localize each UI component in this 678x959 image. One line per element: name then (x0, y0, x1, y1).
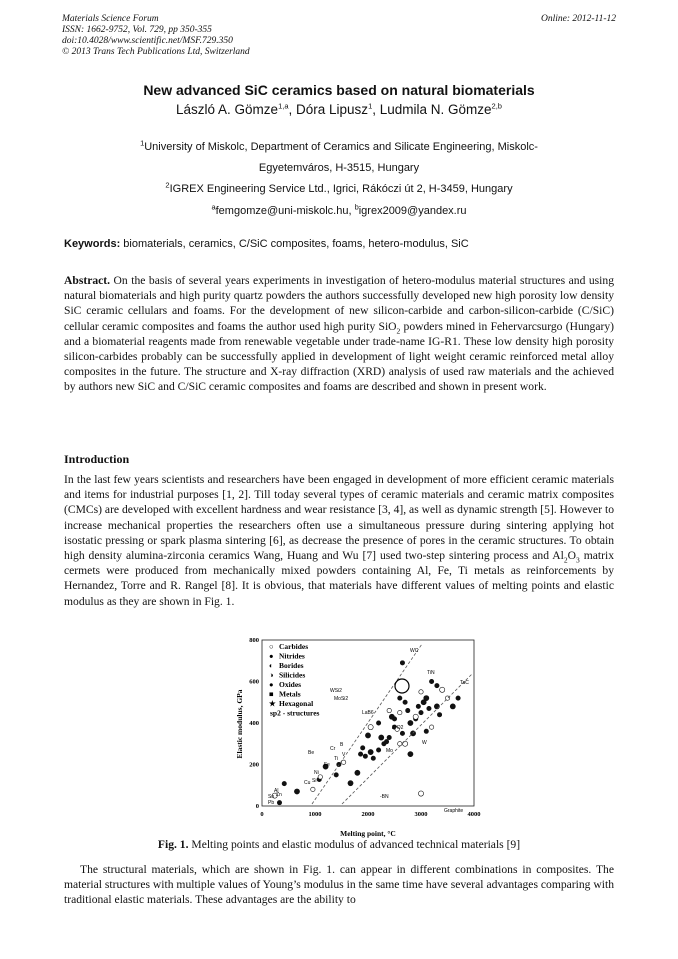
data-point (435, 683, 439, 687)
point-annotation: Graphite (444, 808, 464, 814)
legend-entry: Borides (279, 661, 304, 670)
data-point (277, 800, 281, 804)
aff-text: IGREX Engineering Service Ltd., Igrici, Rákóczi út 2, H-3459, Hungary (169, 183, 513, 195)
data-point (403, 700, 407, 704)
affiliation-1 (0, 138, 678, 153)
data-point (365, 733, 370, 738)
email-b[interactable]: igrex2009@yandex.ru (358, 205, 467, 217)
x-tick-label: 2000 (361, 811, 375, 818)
abstract-text: On the basis of several years experiments in investigation of hetero-modulus material structures and using natural biomaterials and high purity quartz powders the authors successfully developed new high porosity low density SiC ceramic cellulars and foams. For the development of new silicon-carbide and carbon-silicon-carbide (C/SiC) cellular ceramic composites and foams the author used high purity SiO (64, 274, 614, 333)
data-point (361, 746, 365, 750)
point-annotation: MoSi2 (334, 696, 349, 702)
legend-entry: Silicides (279, 670, 306, 680)
subscript: 2 (396, 325, 401, 335)
data-point (392, 717, 396, 721)
legend-entry: Metals (279, 689, 301, 699)
author-name: Dóra Lipusz (296, 102, 369, 117)
legend-entry: Hexagonal (279, 699, 314, 708)
email-sup: a (211, 202, 216, 212)
y-tick-label: 400 (249, 720, 259, 727)
legend-marker: ★ (269, 699, 276, 708)
data-point (387, 735, 391, 739)
legend-entry: Oxides (279, 680, 302, 689)
intro-text: O (567, 549, 577, 563)
body-paragraph: The structural materials, which are shown in Fig. 1. can appear in different combinations in composites. The material structures with multiple values of Young’s modulus in the same time have several advantages comparing with traditional elastic materials. These advantages are the ability to (64, 863, 614, 907)
aff-sup: 1 (140, 138, 145, 148)
data-point (282, 781, 286, 785)
y-tick-label: 0 (255, 803, 259, 810)
legend-entry: sp2 - structures (270, 708, 320, 718)
point-annotation: Al (274, 788, 279, 794)
data-point (416, 704, 420, 708)
data-point (376, 721, 380, 725)
data-point (421, 700, 426, 705)
data-point (376, 748, 380, 752)
point-annotation: ZrO2 (392, 725, 404, 731)
legend-marker: ■ (269, 689, 274, 699)
introduction-paragraph (64, 472, 614, 609)
legend-marker: ● (269, 651, 274, 661)
author-list: László A. Gömze$^{1,a}$, Dóra Lipusz$^1$, Ludmila N. Gömze$^{2,b}$ (176, 101, 502, 117)
x-tick-label: 0 (260, 811, 264, 818)
data-point (419, 710, 423, 714)
y-tick-label: 800 (249, 637, 259, 644)
data-point (363, 754, 367, 758)
point-annotation: TiN (427, 670, 435, 676)
abstract (64, 273, 614, 395)
caption-text: Melting points and elastic modulus of advanced technical materials [9] (188, 838, 521, 851)
email-a[interactable]: femgomze@uni-miskolc.hu, (215, 205, 355, 217)
data-point (437, 713, 441, 717)
issn: ISSN: 1662-9752, Vol. 729, pp 350-355 (62, 25, 212, 35)
data-point (406, 708, 410, 712)
data-point (371, 756, 375, 760)
data-point (384, 739, 388, 743)
author-sup: 1 (368, 101, 373, 111)
online-date: Online: 2012-11-12 (540, 14, 616, 24)
keywords-label: Keywords: (64, 238, 121, 250)
keywords (64, 238, 469, 250)
point-annotation: Sn (268, 794, 275, 800)
point-annotation: Zn (276, 792, 282, 798)
affiliation-2 (0, 180, 678, 195)
data-point (334, 773, 338, 777)
introduction-heading: Introduction (64, 452, 130, 466)
legend-marker: ○ (269, 642, 274, 651)
email-line (0, 202, 678, 217)
data-point (294, 789, 299, 794)
caption-label: Fig. 1. (157, 838, 189, 851)
data-point (419, 690, 423, 694)
legend-marker: ◑ (269, 670, 274, 680)
data-point (413, 714, 418, 719)
data-point (379, 735, 384, 740)
legend-entry: Nitrides (279, 651, 305, 661)
paper-title: New advanced SiC ceramics based on natural biomaterials (143, 82, 535, 98)
point-annotation: W (422, 740, 427, 746)
email-sup: b (354, 202, 359, 212)
author-sup: 2,b (491, 101, 502, 111)
data-point (387, 708, 391, 712)
legend-marker: ◐ (269, 661, 274, 670)
aff-sup: 2 (165, 180, 170, 190)
data-point (408, 752, 413, 757)
data-point (368, 749, 373, 754)
x-axis-label: Melting point, °C (340, 829, 396, 838)
copyright: © 2013 Trans Tech Publications Ltd, Switzerland (62, 47, 250, 57)
data-point (427, 706, 431, 710)
subscript: 3 (576, 555, 580, 565)
doi[interactable]: doi:10.4028/www.scientific.net/MSF.729.350 (62, 36, 233, 46)
data-point (400, 661, 404, 665)
data-point (418, 791, 423, 796)
data-point (429, 725, 433, 729)
data-point (398, 696, 402, 700)
x-tick-label: 4000 (467, 811, 481, 818)
point-annotation: WSi2 (330, 688, 342, 694)
point-annotation: V (342, 752, 346, 758)
point-annotation: Ni (314, 770, 319, 776)
abstract-text: powders mined in Fehervarcsurgo (Hungary) and a biomaterial reagents made from renewable vegetable under trade-name IG-R1. These low density high porosity silicon-carbides probably can be successfully applied in development of light weight ceramic reinforced metal alloy composites in the future. The structure and X-ray diffraction (XRD) analysis of used raw materials and the achieved by authors new SiC and C/SiC ceramic composites and foams are described and shown in present work. (64, 319, 615, 394)
legend-marker: ● (269, 680, 274, 689)
y-tick-label: 600 (249, 678, 259, 686)
point-annotation: Cr (330, 746, 336, 752)
point-annotation: Be (308, 750, 315, 756)
point-annotation: Mo (386, 748, 393, 754)
point-annotation: WC (410, 648, 419, 654)
data-point (450, 704, 455, 709)
intro-text: In the last few years scientists and researchers have been engaged in development of more efficient ceramic materials and items for industrial purposes [1, 2]. Till today several types of ceramic materials and ceramic matrix composites (CMCs) are developed with excellent hardness and wear resistance [3, 4], as well as dynamic strength [5]. However to increase mechanical properties the researchers often use a simultaneous pressure during sintering applying hot isostatic pressing or spark plasma sintering [6], as decrease the presence of pores in the ceramic structures. To obtain high density alumina-zirconia ceramics Wang, Huang and Wu [7] used two-step sintering process and Al (64, 473, 614, 563)
point-annotation: Si (312, 778, 317, 784)
subscript: 2 (563, 555, 568, 565)
point-annotation: Pb (268, 800, 275, 806)
journal-header (62, 14, 250, 58)
figure-caption (0, 838, 678, 851)
keywords-text: biomaterials, ceramics, C/SiC composites, foams, hetero-modulus, SiC (120, 238, 469, 250)
author-sup: 1,a (278, 101, 289, 111)
point-annotation: LaB6 (362, 710, 374, 716)
journal-name: Materials Science Forum (62, 14, 159, 24)
data-point (355, 770, 360, 775)
point-annotation: Cu (304, 780, 311, 786)
legend-entry: Carbides (279, 642, 309, 651)
affiliation-1-cont: Egyetemváros, H-3515, Hungary (258, 162, 420, 174)
aff-text: University of Miskolc, Department of Ceramics and Silicate Engineering, Miskolc- (144, 141, 538, 153)
abstract-label: Abstract. (64, 274, 111, 287)
data-point (398, 710, 402, 714)
data-point (348, 781, 353, 786)
x-tick-label: 3000 (414, 811, 428, 818)
data-point (403, 741, 408, 746)
author-name: László A. Gömze (176, 102, 279, 117)
data-point (398, 742, 402, 746)
y-tick-label: 200 (249, 761, 259, 769)
point-annotation: -BN (380, 794, 389, 800)
data-point (440, 687, 445, 692)
data-point (456, 696, 460, 700)
point-annotation: TaC (460, 680, 469, 686)
point-annotation: Fe (324, 762, 330, 768)
data-point (434, 704, 439, 709)
data-point (311, 787, 315, 791)
point-annotation: Ti (334, 756, 338, 762)
y-axis-label: Elastic modulus, GPa (235, 689, 244, 759)
data-point (368, 725, 373, 730)
data-point (424, 729, 428, 733)
data-point (318, 775, 322, 779)
data-point (400, 731, 404, 735)
figure-1-chart (232, 634, 482, 840)
intro-text: matrix cermets were produced from mechanically mixed powders containing Al, Fe, Ti metals as reinforcements by Hernandez, Torre and R. Rangel [8]. It is obvious, that materials have different values of melting points and elastic modulus as they are shown in Fig. 1. (64, 549, 614, 608)
data-point (429, 679, 433, 683)
data-point (358, 752, 362, 756)
point-annotation: B (340, 742, 344, 748)
author-name: Ludmila N. Gömze (379, 102, 492, 117)
data-point (408, 720, 413, 725)
x-tick-label: 1000 (308, 811, 322, 818)
